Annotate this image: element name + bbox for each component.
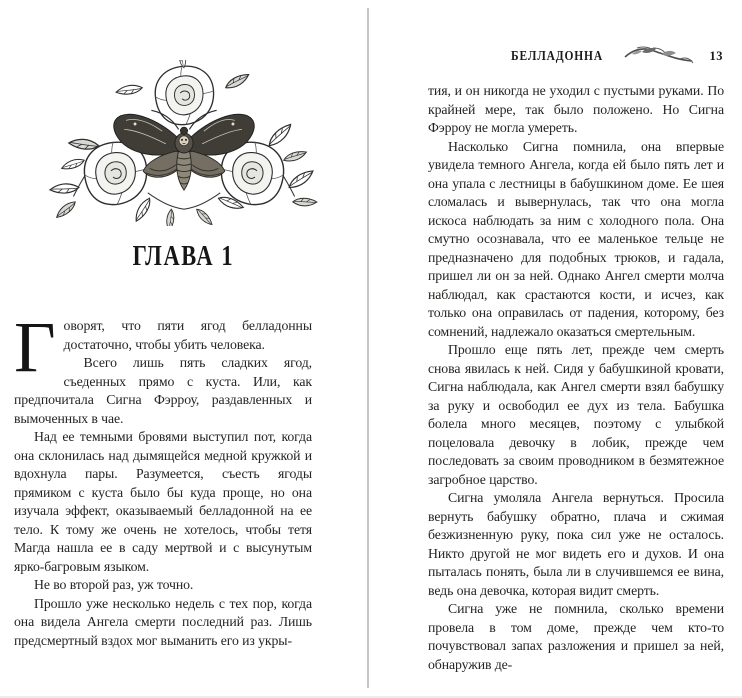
body-paragraph: Над ее темными бровями выступил пот, когда она склонилась над дымящейся медной кружкой и вдохнула пары. Разумеется, съесть ягоды прямиком с куста было бы куда проще, но она изучала эффект, оказываемый белладонной на ее тело. К тому же очень не хотелось, чтобы тетя Магда нашла ее в саду мертвой и с высунутым ярко-багровым языком.	[14, 429, 312, 574]
running-title: БЕЛЛАДОННА	[510, 48, 603, 63]
left-page	[0, 0, 367, 698]
body-paragraph: Сигна уже не помнила, сколько времени провела в том доме, прежде чем кто-то почувствовал запах разложения и пришел за ней, обнаружив де-	[428, 601, 724, 672]
page-divider	[367, 8, 369, 688]
left-page-body	[14, 307, 312, 650]
drop-cap: Г	[14, 307, 56, 387]
moth-roses-illustration	[48, 60, 320, 226]
body-paragraph: Сигна умоляла Ангела вернуться. Просила вернуть бабушку обратно, плача и сжимая безжизненную руку, пока сил уже не осталось. Никто другой не мог видеть его и духов. И она пыталась понять, была ли в случившемся ее вина, ведь она девочка, которая видит смерть.	[428, 490, 724, 598]
branch-ornament-icon	[622, 44, 696, 70]
chapter-heading	[0, 236, 367, 273]
chapter-heading-text: ГЛАВА 1	[132, 241, 235, 272]
body-paragraph: Прошло еще пять лет, прежде чем смерть снова явилась к ней. Сидя у бабушкиной кровати, Сигна наблюдала, как Ангел смерти взял бабушку за руку и освободил ее дух из тела. Бабушка болела много месяцев, поэтому с улыбкой поцеловала девочку в лобик, прежде чем последовать за своим проводником в безмятежное загробное царство.	[428, 342, 724, 487]
paragraph-text: оворят, что пяти ягод белладонны достаточно, чтобы убить человека.	[63, 318, 312, 352]
body-paragraph	[14, 307, 312, 387]
body-paragraph: Прошло уже несколько недель с тех пор, когда она видела Ангела смерти последний раз. Лишь предсмертный вздох мог выманить его из укры-	[14, 595, 312, 648]
right-page-body	[428, 82, 724, 674]
body-paragraph: Не во второй раз, уж точно.	[34, 577, 194, 592]
body-paragraph: Всего лишь пять сладких ягод, съеденных прямо с куста. Или, как предпочитала Сигна Фэрроу, раздавленных и вымоченных в чае.	[14, 355, 312, 426]
page-number: 13	[709, 49, 723, 63]
body-paragraph: тия, и он никогда не уходил с пустыми руками. По крайней мере, так было положено. Но Сигна Фэрроу не могла умереть.	[428, 83, 724, 135]
right-page	[371, 0, 742, 698]
running-header	[371, 48, 742, 68]
body-paragraph: Насколько Сигна помнила, она впервые увидела темного Ангела, когда ей было пять лет и она упала с лестницы в бабушкином доме. Ее шея сломалась и вывернулась, так что она могла искоса наблюдать за ним с холодного пола. Она смутно осознавала, что ее маленькое тельце не предназначено для подобных трюков, и гадала, пришел ли он за ней. Однако Ангел смерти молча наблюдал, как срастаются кости, и исчез, как только она оправилась от падения, которому, без сомнений, надлежало оказаться смертельным.	[428, 138, 724, 339]
